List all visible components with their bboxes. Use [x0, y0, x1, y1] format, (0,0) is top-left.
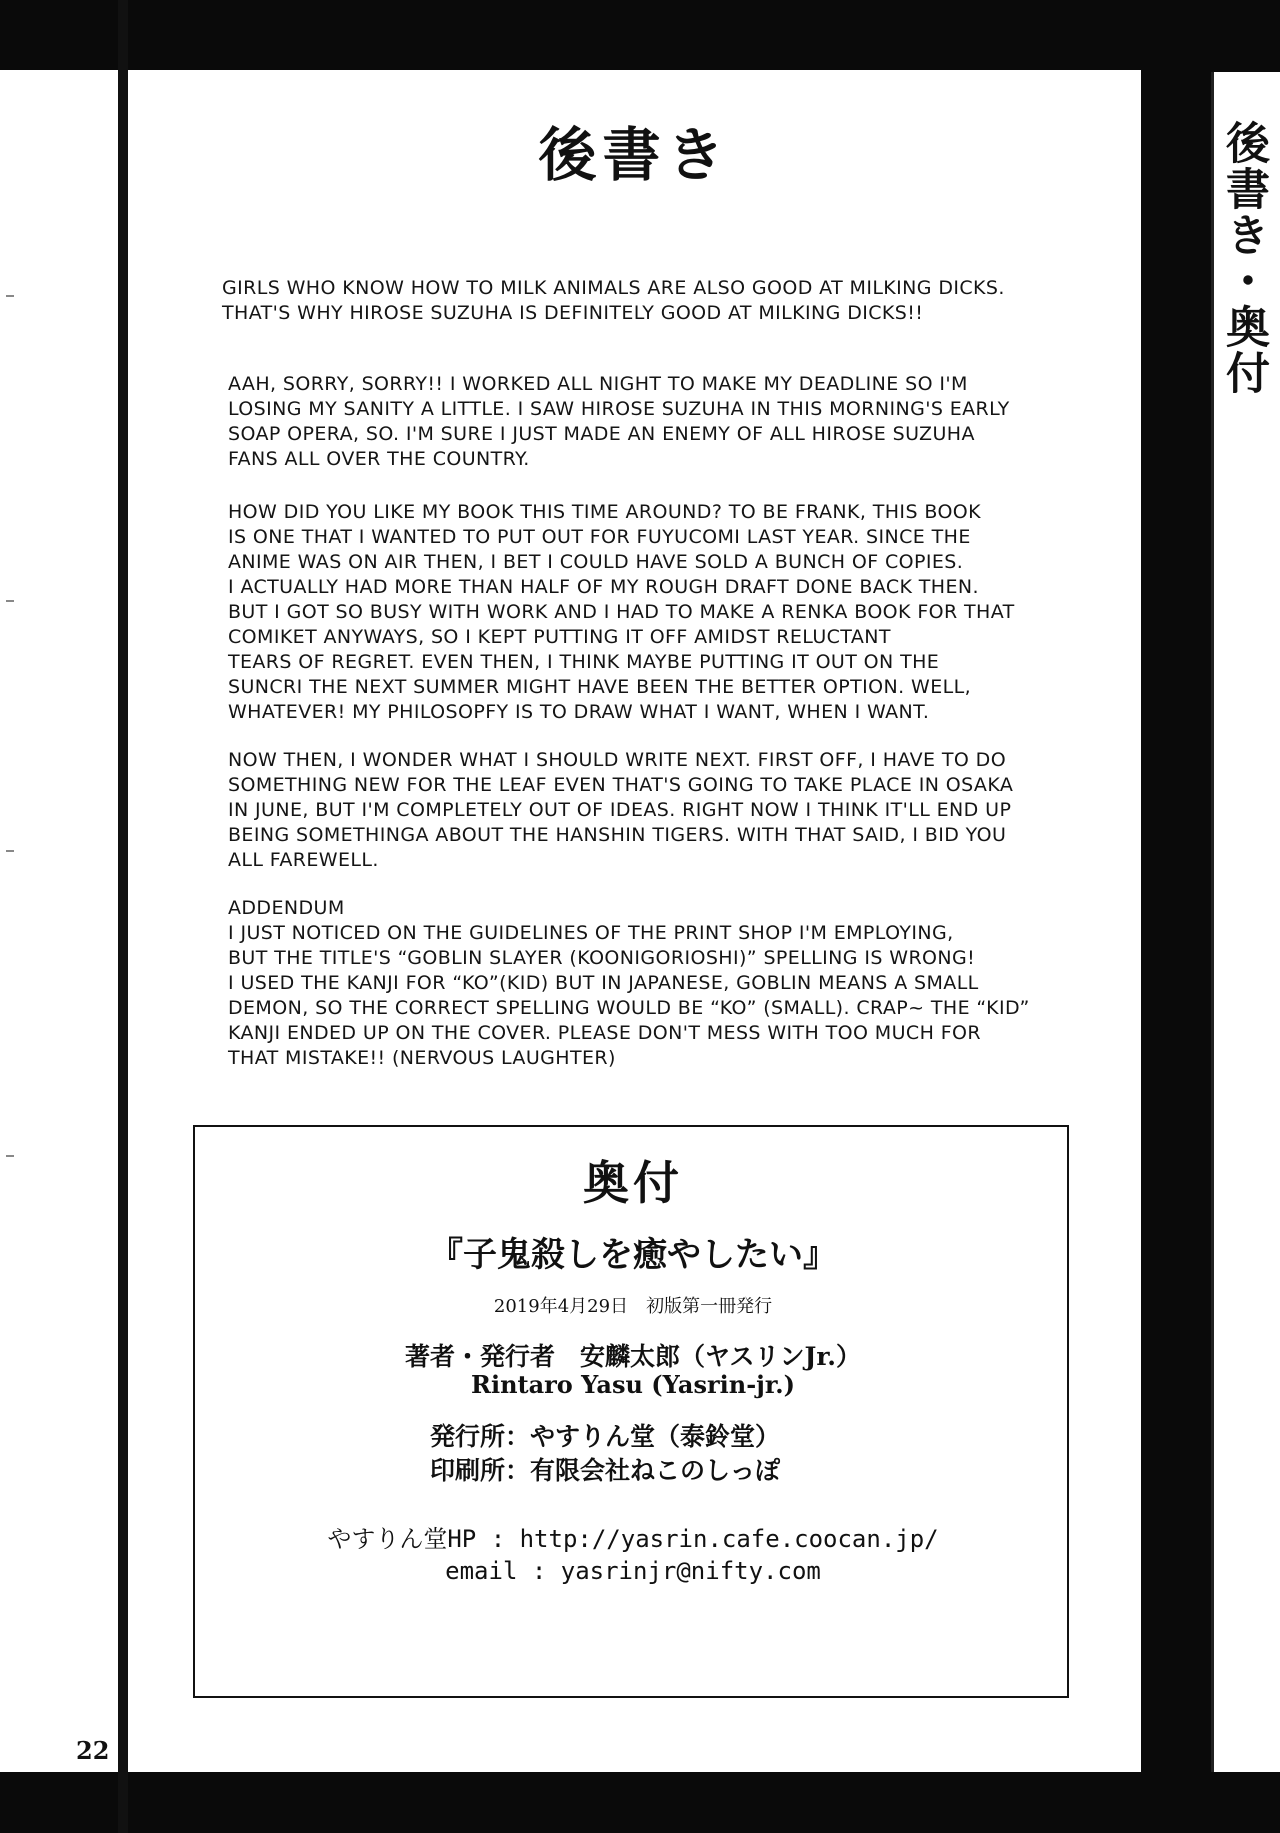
- text-line: NOW THEN, I WONDER WHAT I SHOULD WRITE NEXT. FIRST OFF, I HAVE TO DO: [228, 749, 1007, 771]
- text-line: ANIME WAS ON AIR THEN, I BET I COULD HAVE SOLD A BUNCH OF COPIES.: [228, 551, 964, 573]
- text-line: DEMON, SO THE CORRECT SPELLING WOULD BE “KO” (SMALL). CRAP~ THE “KID”: [228, 997, 1030, 1019]
- page-title: 後書き: [538, 121, 731, 189]
- text-line: KANJI ENDED UP ON THE COVER. PLEASE DON'T MESS WITH TOO MUCH FOR: [228, 1022, 981, 1044]
- afterword-paragraph-2: [228, 500, 1128, 725]
- page-number: 22: [76, 1736, 110, 1765]
- afterword-intro: [222, 276, 1122, 326]
- text-line: IS ONE THAT I WANTED TO PUT OUT FOR FUYUCOMI LAST YEAR. SINCE THE: [228, 526, 971, 548]
- left-binding-rule: [118, 0, 128, 1833]
- scan-mark: [6, 1155, 14, 1157]
- text-line: FANS ALL OVER THE COUNTRY.: [228, 448, 530, 470]
- afterword-paragraph-1: [228, 372, 1128, 472]
- text-line: SOAP OPERA, SO. I'M SURE I JUST MADE AN ENEMY OF ALL HIROSE SUZUHA: [228, 423, 975, 445]
- left-margin: [0, 70, 128, 1772]
- text-line: BUT I GOT SO BUSY WITH WORK AND I HAD TO MAKE A RENKA BOOK FOR THAT: [228, 601, 1015, 623]
- text-line: COMIKET ANYWAYS, SO I KEPT PUTTING IT OFF AMIDST RELUCTANT: [228, 626, 891, 648]
- text-line: I ACTUALLY HAD MORE THAN HALF OF MY ROUGH DRAFT DONE BACK THEN.: [228, 576, 979, 598]
- scan-mark: [6, 600, 14, 602]
- author-romaji: Rintaro Yasu (Yasrin-jr.): [471, 1370, 795, 1399]
- text-line: THAT'S WHY HIROSE SUZUHA IS DEFINITELY GOOD AT MILKING DICKS!!: [222, 302, 924, 324]
- text-line: I USED THE KANJI FOR “KO”(KID) BUT IN JAPANESE, GOBLIN MEANS A SMALL: [228, 972, 979, 994]
- text-line: THAT MISTAKE!! (NERVOUS LAUGHTER): [228, 1047, 616, 1069]
- publisher-line: 発行所：やすりん堂（泰鈴堂）: [430, 1422, 781, 1451]
- text-line: ALL FAREWELL.: [228, 849, 379, 871]
- side-title: 後書き・奥付: [1218, 120, 1269, 396]
- email-line: email : yasrinjr@nifty.com: [445, 1557, 821, 1585]
- bottom-border: [0, 1772, 1280, 1833]
- text-line: LOSING MY SANITY A LITTLE. I SAW HIROSE SUZUHA IN THIS MORNING'S EARLY: [228, 398, 1010, 420]
- text-line: SUNCRI THE NEXT SUMMER MIGHT HAVE BEEN THE BETTER OPTION. WELL,: [228, 676, 972, 698]
- afterword-paragraph-3: [228, 748, 1128, 873]
- text-line: IN JUNE, BUT I'M COMPLETELY OUT OF IDEAS. RIGHT NOW I THINK IT'LL END UP: [228, 799, 1012, 821]
- text-line: I JUST NOTICED ON THE GUIDELINES OF THE PRINT SHOP I'M EMPLOYING,: [228, 922, 954, 944]
- text-line: TEARS OF REGRET. EVEN THEN, I THINK MAYBE PUTTING IT OUT ON THE: [228, 651, 940, 673]
- publication-date: 2019年4月29日 初版第一冊発行: [493, 1296, 773, 1317]
- text-line: WHATEVER! MY PHILOSOPFY IS TO DRAW WHAT I WANT, WHEN I WANT.: [228, 701, 930, 723]
- book-title: 『子鬼殺しを癒やしたい』: [429, 1235, 837, 1275]
- scan-mark: [6, 850, 14, 852]
- colophon-heading: 奥付: [583, 1156, 683, 1210]
- afterword-addendum: [228, 896, 1128, 1071]
- scan-mark: [6, 295, 14, 297]
- text-line: ADDENDUM: [228, 897, 345, 919]
- text-line: AAH, SORRY, SORRY!! I WORKED ALL NIGHT TO MAKE MY DEADLINE SO I'M: [228, 373, 968, 395]
- text-line: BUT THE TITLE'S “GOBLIN SLAYER (KOONIGORIOSHI)” SPELLING IS WRONG!: [228, 947, 976, 969]
- top-border: [0, 0, 1280, 70]
- colophon-box: [193, 1125, 1069, 1698]
- printer-line: 印刷所：有限会社ねこのしっぽ: [430, 1456, 781, 1485]
- text-line: HOW DID YOU LIKE MY BOOK THIS TIME AROUND? TO BE FRANK, THIS BOOK: [228, 501, 982, 523]
- text-line: BEING SOMETHINGA ABOUT THE HANSHIN TIGERS. WITH THAT SAID, I BID YOU: [228, 824, 1007, 846]
- text-line: GIRLS WHO KNOW HOW TO MILK ANIMALS ARE ALSO GOOD AT MILKING DICKS.: [222, 277, 1005, 299]
- homepage-line: やすりん堂HP : http://yasrin.cafe.coocan.jp/: [327, 1525, 939, 1553]
- author-line: 著者・発行者 安麟太郎（ヤスリンJr.）: [405, 1342, 861, 1371]
- text-line: SOMETHING NEW FOR THE LEAF EVEN THAT'S GOING TO TAKE PLACE IN OSAKA: [228, 774, 1014, 796]
